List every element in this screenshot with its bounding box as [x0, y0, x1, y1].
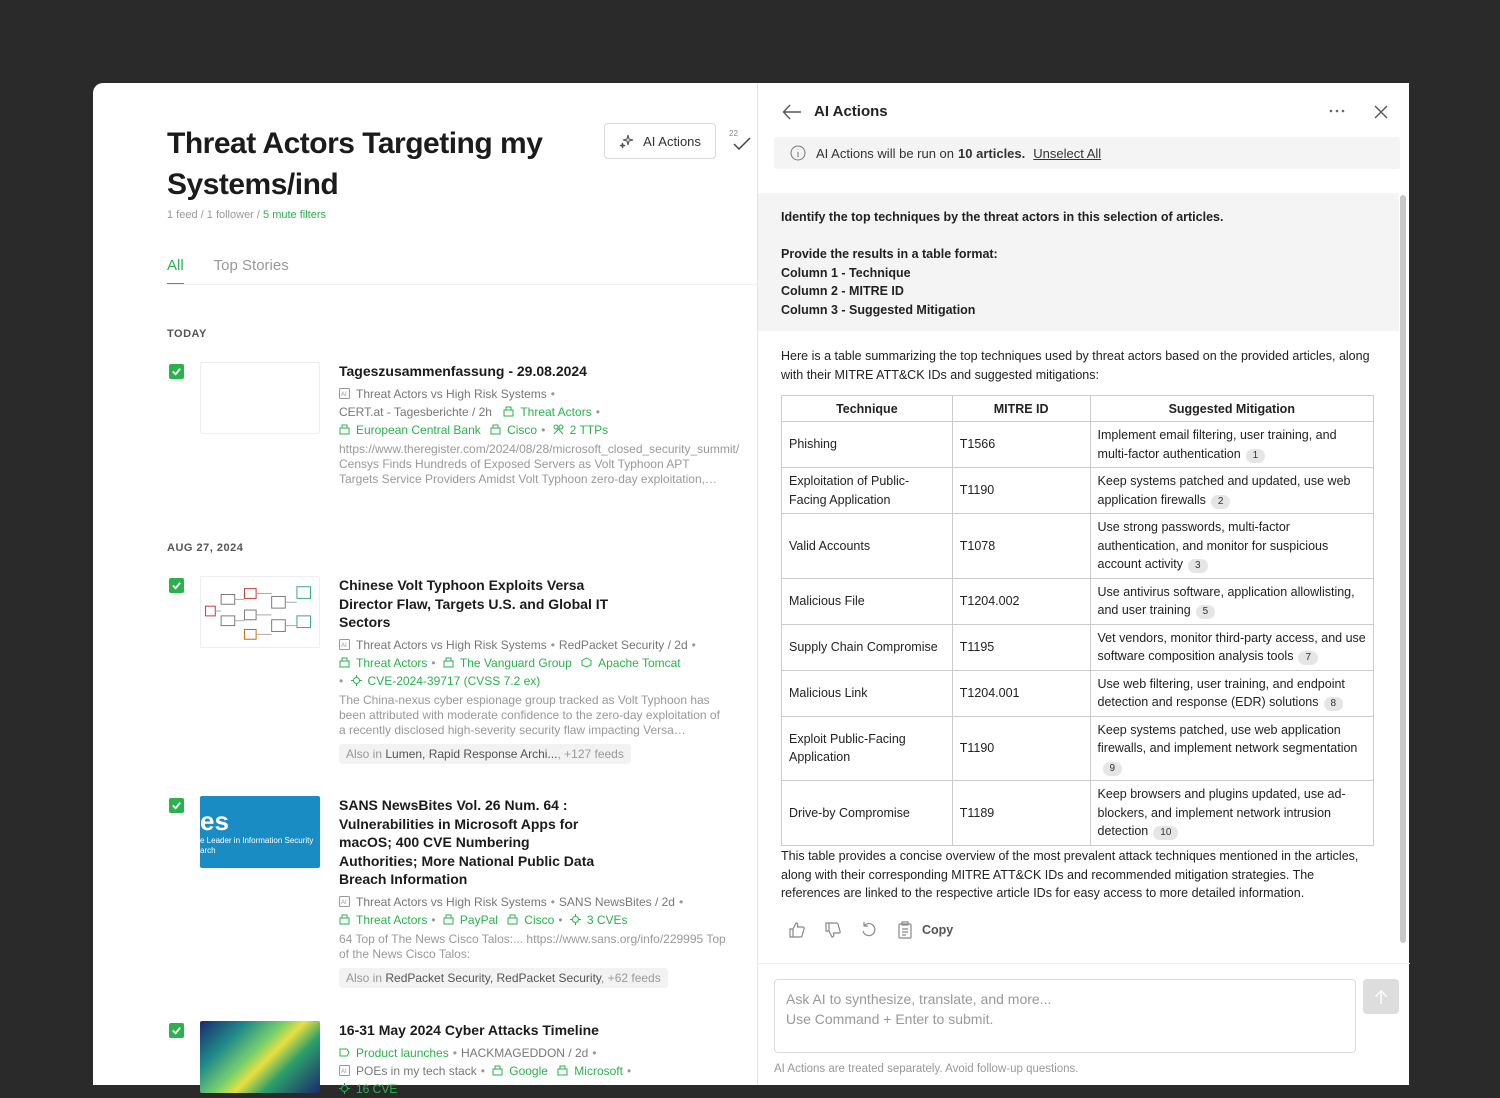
thumbs-down-icon[interactable] — [824, 921, 842, 939]
send-button[interactable] — [1363, 979, 1399, 1014]
mark-as-read-button[interactable] — [729, 129, 753, 155]
column-header: Technique — [782, 396, 953, 422]
thumbs-up-icon[interactable] — [788, 921, 806, 939]
mitre-id-cell: T1190 — [952, 468, 1090, 514]
ai-topic-icon — [339, 639, 350, 650]
tag-organization[interactable]: PayPal — [459, 912, 498, 927]
app-window — [93, 83, 1409, 1096]
article-count: 10 articles. — [958, 145, 1026, 161]
reference-badge[interactable]: 9 — [1103, 762, 1123, 776]
svg-text:AI: AI — [341, 899, 347, 906]
technique-cell: Valid Accounts — [782, 514, 953, 579]
mitigation-cell: Keep systems patched, use web application firewalls, and implement network segmentation9 — [1090, 716, 1373, 781]
article-thumbnail[interactable] — [200, 576, 320, 648]
table-header-row — [782, 396, 1374, 422]
ai-actions-label: AI Actions — [643, 133, 701, 149]
ai-prompt-input[interactable] — [774, 979, 1356, 1053]
clipboard-icon — [896, 921, 914, 939]
organization-icon — [443, 657, 454, 668]
results-table — [781, 395, 1374, 846]
threat-actor-icon — [339, 657, 350, 668]
column-header: MITRE ID — [952, 396, 1090, 422]
svg-text:AI: AI — [341, 642, 347, 649]
svg-text:AI: AI — [341, 391, 347, 398]
organization-icon — [339, 424, 350, 435]
tag-product[interactable]: Apache Tomcat — [598, 655, 681, 670]
tag-organization[interactable]: The Vanguard Group — [459, 655, 572, 670]
mitigation-cell: Keep systems patched and updated, use web application firewalls 2 — [1090, 468, 1373, 514]
feed-pane: Threat Actors Targeting my Systems/ind AI Actions 22 1 feed / 1 follower / 5 mute filters All Top Stories TODAY Tageszusammenfassung - 29.08.2024 AI Threat Actors vs High Risk Systems • CERT.at - Tagesberichte / 2h Threat Actors • European Central Bank Cisco • 2 TTPs https://www.theregister.com/2024/08/28/microsoft_closed_security_summit/ Censys Finds Hundreds of Exposed Servers as Volt Typhoon APT Targets Service Providers Amidst Volt Typhoon zero-day exploitation,… AUG 27, 2024 Chinese Volt Typhoon Exploits Versa Director Flaw, Targets U.S. and Global IT Sectors AI Threat Actors vs High Risk Systems • RedPacket Security / 2d • Threat Actors • The Vanguard Group Apache Tomcat • CVE-2024-39717 (CVSS 7.2 ex) The China-nexus cyber espionage group tracked as Volt Typhoon has been attributed with moderate confidence to the zero-day exploitation of a recently disclosed high-severity security flaw impacting Versa… Also in Lumen, Rapid Response Archi..., +127 feeds es e Leader in Information Security arch SANS NewsBites Vol. 26 Num. 64 : Vulnerabilities in Microsoft Apps for macOS; 400 CVE Numbering Authorities; More National Public Data Breach Information AI Threat Actors vs High Risk Systems • SANS NewsBites / 2d • Threat Actors • PayPal Cisco • 3 CVEs 64 Top of The News Cisco Talos:... https://www.sans.org/info/229995 Top of the News Cisco Talos: Also in RedPacket Security, RedPacket Security, +62 feeds 16-31 May 2024 Cyber Attacks Timeline Product launches • HACKMAGEDDON / 2d • AI POEs in my tech stack • Google Microsoft • 16 CVE — [93, 83, 757, 1085]
product-icon — [581, 657, 592, 668]
article-snippet: https://www.theregister.com/2024/08/28/microsoft_closed_security_summit/ Censys Finds Hundreds of Exposed Servers as Volt Typhoon APT Targets Service Providers Amidst Volt Typhoon zero-day exploitation,… — [339, 441, 740, 486]
mitre-id-cell: T1566 — [952, 422, 1090, 468]
article-thumbnail[interactable] — [200, 796, 320, 868]
sparkle-icon — [619, 133, 635, 149]
thumbnail-text: es — [200, 806, 229, 836]
table-row — [782, 670, 1374, 716]
article-title[interactable]: 16-31 May 2024 Cyber Attacks Timeline — [339, 1022, 599, 1038]
info-text: AI Actions will be run on — [816, 145, 955, 161]
article-snippet: The China-nexus cyber espionage group tracked as Volt Typhoon has been attributed with moderate confidence to the zero-day exploitation of a recently disclosed high-severity security flaw impacting Versa… — [339, 692, 720, 737]
organization-icon — [492, 1065, 503, 1076]
article-title[interactable]: Chinese Volt Typhoon Exploits Versa Director Flaw, Targets U.S. and Global IT Sectors — [339, 577, 609, 630]
organization-icon — [557, 1065, 568, 1076]
topic-label[interactable]: Threat Actors vs High Risk Systems — [356, 894, 547, 909]
mitre-id-cell: T1189 — [952, 781, 1090, 846]
mitre-id-cell: T1190 — [952, 716, 1090, 781]
ttp-icon — [553, 424, 564, 435]
organization-icon — [490, 424, 501, 435]
follower-count[interactable]: 1 follower — [206, 209, 254, 221]
organization-icon — [443, 914, 454, 925]
threat-actor-icon — [503, 406, 514, 417]
technique-cell: Exploit Public-Facing Application — [782, 716, 953, 781]
tab-all[interactable]: All — [167, 257, 184, 285]
mute-filters-link[interactable]: 5 mute filters — [263, 209, 326, 221]
also-in-badge[interactable]: Also in Lumen, Rapid Response Archi..., +127 feeds — [339, 744, 631, 764]
mitigation-cell: Implement email filtering, user training, and multi-factor authentication 1 — [1090, 422, 1373, 468]
source-label[interactable]: RedPacket Security / 2d — [558, 637, 688, 652]
ai-topic-icon — [339, 388, 350, 399]
reference-badge[interactable]: 10 — [1153, 826, 1178, 840]
check-icon — [171, 580, 182, 591]
mitigation-cell: Vet vendors, monitor third-party access, and use software composition analysis tools 7 — [1090, 624, 1373, 670]
feed-tabs — [167, 257, 289, 285]
table-row — [782, 514, 1374, 579]
more-options-icon[interactable] — [1328, 103, 1346, 119]
table-row — [782, 624, 1374, 670]
ai-actions-panel — [757, 83, 1409, 1085]
copy-button[interactable] — [896, 921, 953, 939]
topic-label[interactable]: Product launches — [356, 1045, 449, 1060]
source-label[interactable]: CERT.at - Tagesberichte / 2h — [339, 404, 492, 419]
section-aug-27: AUG 27, 2024 — [167, 542, 244, 554]
vulnerability-icon — [351, 675, 362, 686]
ai-topic-icon — [339, 1065, 350, 1076]
technique-cell: Malicious File — [782, 578, 953, 624]
reference-badge[interactable]: 2 — [1211, 495, 1231, 509]
mitre-id-cell: T1078 — [952, 514, 1090, 579]
section-today: TODAY — [167, 328, 207, 340]
table-row — [782, 578, 1374, 624]
tag-organization[interactable]: Microsoft — [574, 1063, 623, 1078]
tag-threat-actors[interactable]: Threat Actors — [356, 912, 428, 927]
table-row — [782, 468, 1374, 514]
column-header: Suggested Mitigation — [1090, 396, 1373, 422]
unread-count: 22 — [729, 129, 738, 138]
tag-threat-actors[interactable]: Threat Actors — [356, 655, 428, 670]
copy-label: Copy — [922, 923, 954, 937]
mitre-id-cell: T1195 — [952, 624, 1090, 670]
thumbnail-subtext: e Leader in Information Security arch — [200, 836, 314, 855]
article-checkbox[interactable] — [169, 364, 184, 379]
tag-organization[interactable]: Cisco — [524, 912, 555, 927]
panel-scrollbar[interactable] — [1400, 195, 1406, 943]
tag-organization[interactable]: Google — [509, 1063, 548, 1078]
tabs-divider — [167, 284, 757, 285]
mitigation-cell: Use antivirus software, application allowlisting, and user training 5 — [1090, 578, 1373, 624]
diagram-thumbnail-icon — [201, 577, 319, 647]
check-icon — [171, 1025, 182, 1036]
check-icon — [171, 366, 182, 377]
technique-cell: Malicious Link — [782, 670, 953, 716]
unselect-all-link[interactable]: Unselect All — [1033, 145, 1102, 161]
tab-top-stories[interactable]: Top Stories — [213, 257, 289, 274]
page-title: Threat Actors Targeting my Systems/ind — [167, 127, 543, 201]
tag-ttps[interactable]: 2 TTPs — [569, 422, 609, 437]
reference-badge[interactable]: 7 — [1298, 651, 1318, 665]
technique-cell: Phishing — [782, 422, 953, 468]
article-thumbnail[interactable] — [200, 1021, 320, 1093]
article-title[interactable]: Tageszusammenfassung - 29.08.2024 — [339, 363, 587, 379]
regenerate-icon[interactable] — [860, 921, 878, 939]
tag-cves[interactable]: 3 CVEs — [586, 912, 628, 927]
panel-footnote: AI Actions are treated separately. Avoid follow-up questions. — [774, 1063, 1079, 1075]
mitigation-cell: Use web filtering, user training, and endpoint detection and response (EDR) solutions 8 — [1090, 670, 1373, 716]
topic-label[interactable]: POEs in my tech stack — [356, 1063, 477, 1078]
input-placeholder: Ask AI to synthesize, translate, and more... — [786, 991, 1052, 1007]
vulnerability-icon — [570, 914, 581, 925]
tag-cves[interactable]: 16 CVE — [356, 1081, 398, 1096]
selection-info-bar — [774, 137, 1400, 169]
tag-cve[interactable]: CVE-2024-39717 (CVSS 7.2 ex) — [367, 673, 541, 688]
vulnerability-icon — [339, 1083, 350, 1094]
checkmark-icon — [732, 135, 752, 153]
article-snippet: 64 Top of The News Cisco Talos:... https://www.sans.org/info/229995 Top of the News Cisco Talos: — [339, 931, 726, 961]
source-label[interactable]: HACKMAGEDDON / 2d — [460, 1045, 589, 1060]
feed-meta: 1 feed / 1 follower / 5 mute filters — [167, 209, 326, 221]
tag-icon — [339, 1047, 350, 1058]
ai-response-intro: Here is a table summarizing the top techniques used by threat actors based on the provided articles, along with their MITRE ATT&CK IDs and suggested mitigations: — [781, 349, 1370, 382]
topic-label[interactable]: Threat Actors vs High Risk Systems — [356, 386, 547, 401]
reference-badge[interactable]: 1 — [1246, 449, 1266, 463]
arrow-up-icon — [1374, 989, 1388, 1005]
response-actions — [788, 921, 953, 939]
technique-cell: Exploitation of Public-Facing Application — [782, 468, 953, 514]
feed-count[interactable]: 1 feed — [167, 209, 198, 221]
article-checkbox[interactable] — [169, 578, 184, 593]
source-label[interactable]: SANS NewsBites / 2d — [558, 894, 675, 909]
organization-icon — [507, 914, 518, 925]
panel-header — [758, 83, 1410, 141]
topic-label[interactable]: Threat Actors vs High Risk Systems — [356, 637, 547, 652]
ai-topic-icon — [339, 896, 350, 907]
article-title[interactable]: SANS NewsBites Vol. 26 Num. 64 : Vulnerabilities in Microsoft Apps for macOS; 400 CVE Numbering Authorities; More National Public Data Breach Information — [339, 797, 595, 887]
tag-organization[interactable]: Cisco — [507, 422, 538, 437]
article-checkbox[interactable] — [169, 1023, 184, 1038]
panel-title: AI Actions — [814, 103, 888, 120]
also-in-badge[interactable]: Also in RedPacket Security, RedPacket Security, +62 feeds — [339, 968, 668, 988]
ai-response-summary: This table provides a concise overview of the most prevalent attack techniques mentioned in the articles, along with their corresponding MITRE ATT&CK IDs and recommended mitigation strategies. The references are linked to the respective article IDs for easy access to more detailed information. — [781, 849, 1359, 900]
mitigation-cell: Use strong passwords, multi-factor authentication, and monitor for suspicious account activity 3 — [1090, 514, 1373, 579]
table-row — [782, 422, 1374, 468]
table-row — [782, 781, 1374, 846]
technique-cell: Supply Chain Compromise — [782, 624, 953, 670]
back-arrow-icon[interactable] — [782, 103, 802, 121]
user-prompt: Identify the top techniques by the threat actors in this selection of articles. Provide the results in a table format: Column 1 - Technique Column 2 - MITRE ID Column 3 - Suggested Mitigation — [758, 193, 1399, 331]
threat-actor-icon — [339, 914, 350, 925]
composer-divider — [758, 963, 1410, 964]
info-icon — [790, 145, 806, 161]
mitre-id-cell: T1204.002 — [952, 578, 1090, 624]
reference-badge[interactable]: 3 — [1188, 559, 1208, 573]
article-checkbox[interactable] — [169, 798, 184, 813]
input-hint: Use Command + Enter to submit. — [786, 1011, 994, 1027]
mitigation-cell: Keep browsers and plugins updated, use ad-blockers, and implement network intrusion detection 10 — [1090, 781, 1373, 846]
svg-text:AI: AI — [341, 1068, 347, 1075]
close-icon[interactable] — [1372, 103, 1390, 121]
technique-cell: Drive-by Compromise — [782, 781, 953, 846]
tag-organization[interactable]: European Central Bank — [356, 422, 481, 437]
tag-threat-actors[interactable]: Threat Actors — [520, 404, 592, 419]
table-row — [782, 716, 1374, 781]
reference-badge[interactable]: 8 — [1324, 697, 1344, 711]
reference-badge[interactable]: 5 — [1196, 605, 1216, 619]
article-thumbnail[interactable] — [200, 362, 320, 434]
ai-actions-button[interactable] — [604, 123, 716, 159]
check-icon — [171, 800, 182, 811]
mitre-id-cell: T1204.001 — [952, 670, 1090, 716]
